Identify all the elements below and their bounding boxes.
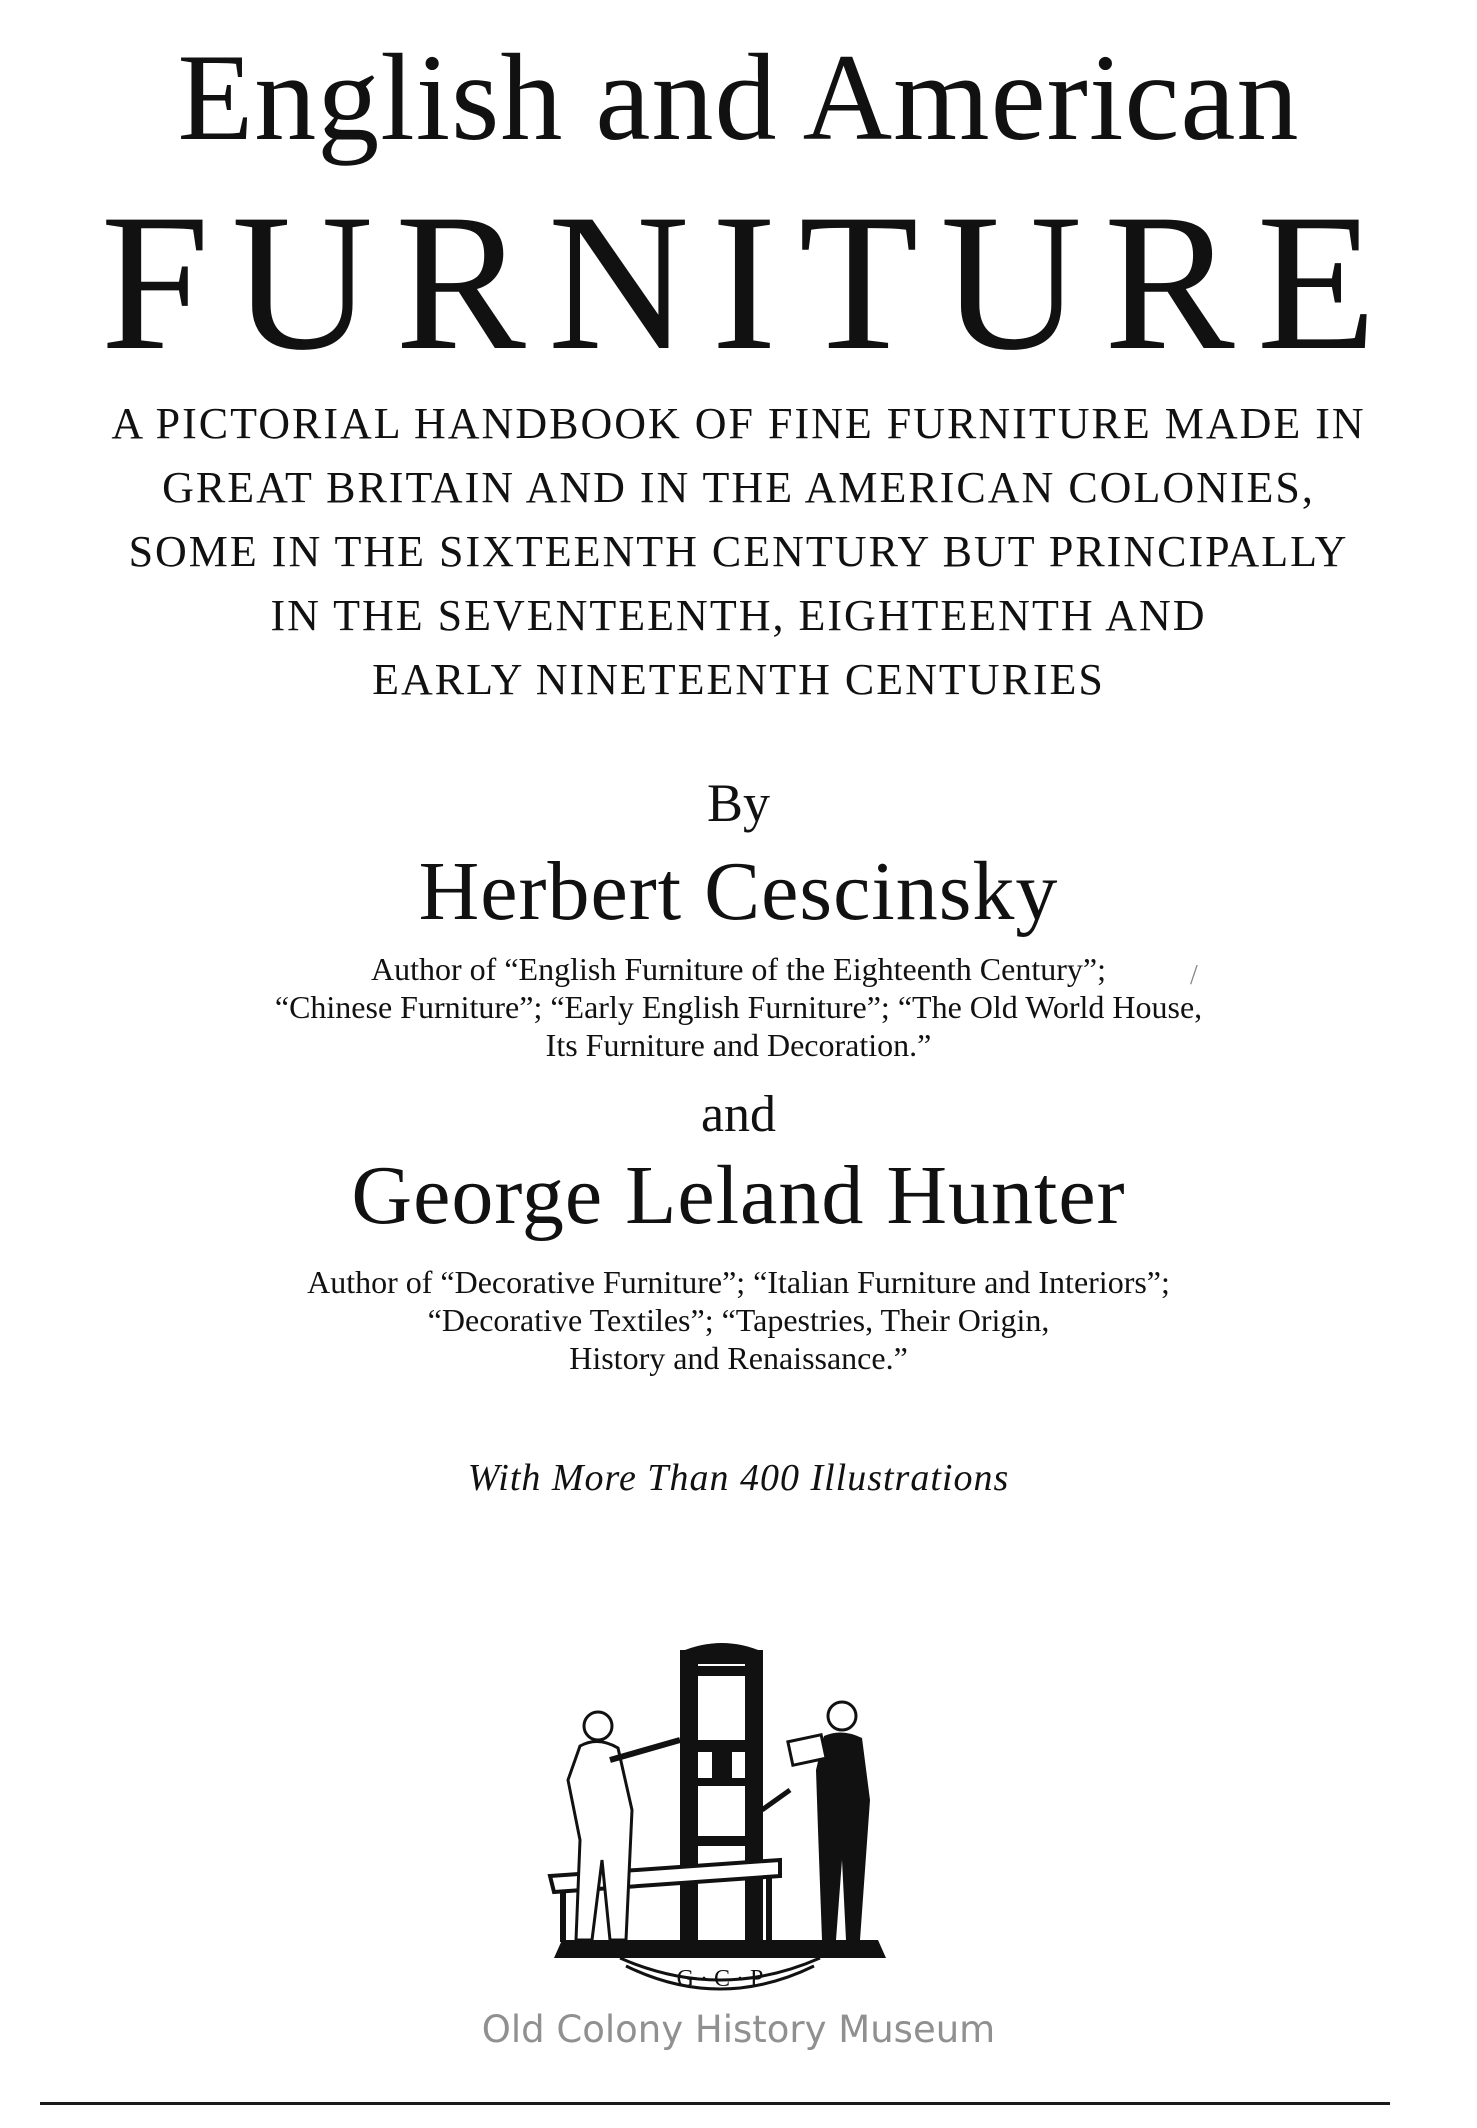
author-works-line: Its Furniture and Decoration.”: [545, 1027, 932, 1063]
subtitle-line: A PICTORIAL HANDBOOK OF FINE FURNITURE MADE IN: [111, 399, 1366, 448]
by-line: By: [706, 773, 771, 833]
subtitle: [0, 392, 1477, 712]
author-name-1: Herbert Cescinsky: [418, 845, 1059, 938]
author-works-1: [0, 950, 1477, 1064]
bottom-rule: [40, 2102, 1390, 2105]
illustrations-note: With More Than 400 Illustrations: [467, 1457, 1010, 1499]
subtitle-line: SOME IN THE SIXTEENTH CENTURY BUT PRINCIPALLY: [128, 527, 1349, 576]
author-works-line: “Chinese Furniture”; “Early English Furniture”; “The Old World House,: [274, 989, 1203, 1025]
author-works-line: History and Renaissance.”: [569, 1340, 908, 1376]
title-line-1: English and American: [177, 29, 1300, 166]
emblem-letters: G · C · P: [676, 1966, 764, 1992]
subtitle-line: EARLY NINETEENTH CENTURIES: [372, 655, 1105, 704]
author-works-2: [0, 1263, 1477, 1377]
subtitle-line: IN THE SEVENTEENTH, EIGHTEENTH AND: [270, 591, 1207, 640]
author-works-line: Author of “Decorative Furniture”; “Italian Furniture and Interiors”;: [307, 1264, 1170, 1300]
title-line-2: FURNITURE: [100, 174, 1399, 391]
author-works-line: “Decorative Textiles”; “Tapestries, Their Origin,: [427, 1302, 1050, 1338]
stray-mark: /: [1190, 960, 1198, 991]
watermark: Old Colony History Museum: [481, 2008, 996, 2051]
printing-press-emblem-icon: [540, 1640, 900, 2000]
and-conjunction: and: [700, 1086, 777, 1143]
subtitle-line: GREAT BRITAIN AND IN THE AMERICAN COLONIES,: [162, 463, 1315, 512]
author-works-line: Author of “English Furniture of the Eighteenth Century”;: [371, 951, 1106, 987]
author-name-2: George Leland Hunter: [351, 1149, 1126, 1242]
